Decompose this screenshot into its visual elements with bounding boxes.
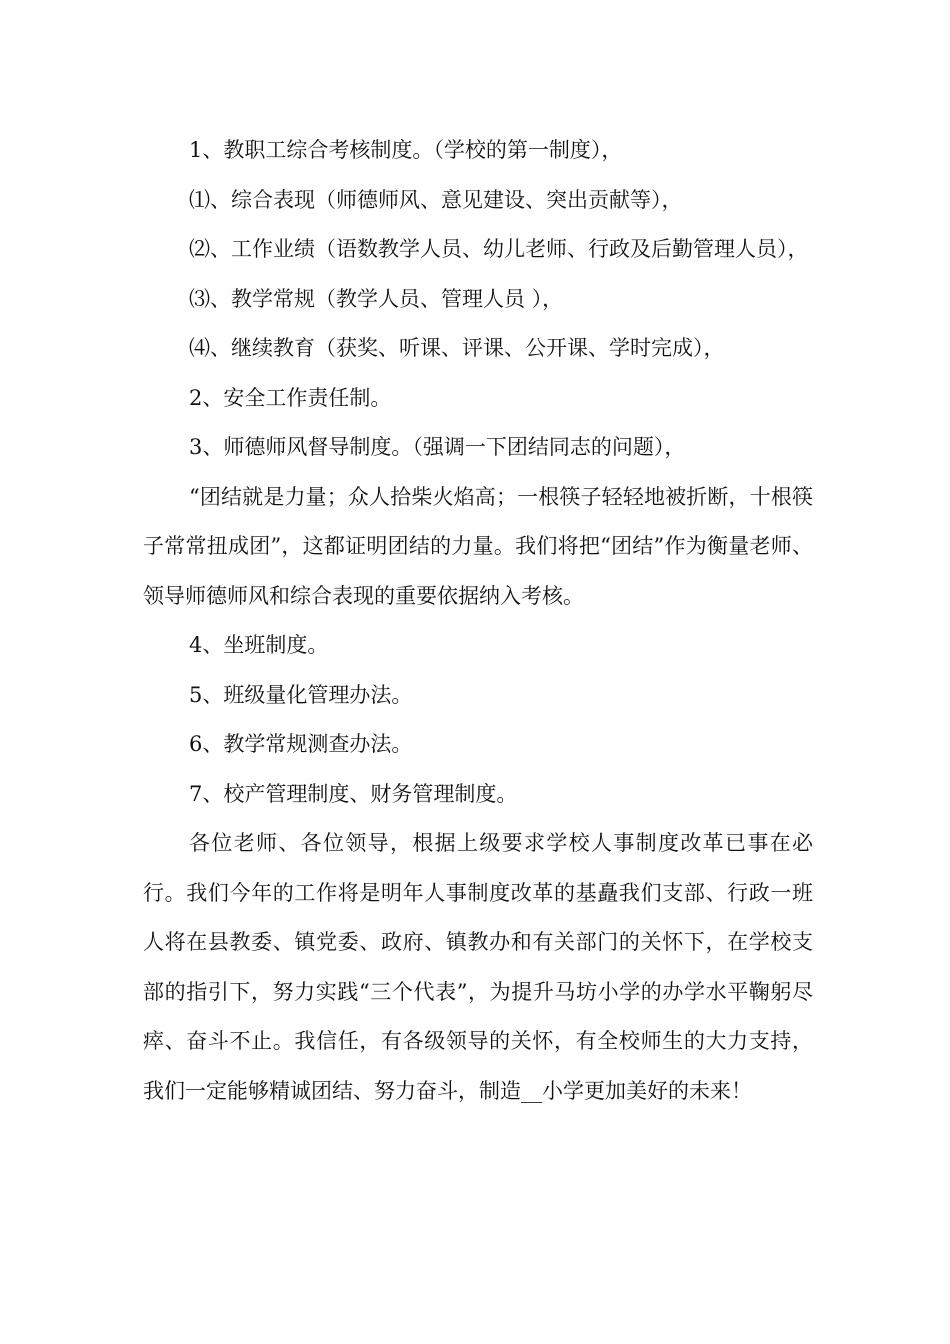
- paragraph-item-6: 6、教学常规测查办法。: [189, 732, 413, 756]
- paragraph-item-2: 2、安全工作责任制。: [189, 385, 392, 410]
- paragraph-item-7: 7、校产管理制度、财务管理制度。: [189, 781, 518, 806]
- paragraph-item-5: 5、班级量化管理办法。: [189, 682, 413, 707]
- paragraph-item-4: 4、坐班制度。: [189, 633, 329, 657]
- paragraph-item-1-3: ⑶、教学常规（教学人员、管理人员 ），: [189, 286, 564, 311]
- paragraph-item-1-4: ⑷、继续教育（获奖、听课、评课、公开课、学时完成），: [189, 336, 725, 360]
- paragraph-item-1-2: ⑵、工作业绩（语数教学人员、幼儿老师、行政及后勤管理人员），: [189, 237, 809, 261]
- paragraph-item-1: 1、教职工综合考核制度。（学校的第一制度），: [189, 138, 623, 162]
- paragraph-item-1-1: ⑴、综合表现（师德师风、意见建设、突出贡献等），: [189, 187, 683, 212]
- document-body: [143, 126, 813, 1116]
- paragraph-closing: 各位老师、各位领导，根据上级要求学校人事制度改革已事在必行。我们今年的工作将是明年人事制度改革的基矗我们支部、行政一班人将在县教委、镇党委、政府、镇教办和有关部门的关怀下，在学校支部的指引下，努力实践“三个代表”，为提升马坊小学的办学水平鞠躬尽瘁、奋斗不止。我信任，有各级领导的关怀，有全校师生的大力支持，我们一定能够精诚团结、努力奋斗，制造__小学更加美好的未来！: [143, 831, 813, 1103]
- paragraph-item-3: 3、师德师风督导制度。（强调一下团结同志的问题），: [189, 435, 686, 459]
- paragraph-unity-quote: “团结就是力量；众人拾柴火焰高；一根筷子轻轻地被折断，十根筷子常常扭成团”，这都证明团结的力量。我们将把“团结”作为衡量老师、领导师德师风和综合表现的重要依据纳入考核。: [143, 484, 813, 608]
